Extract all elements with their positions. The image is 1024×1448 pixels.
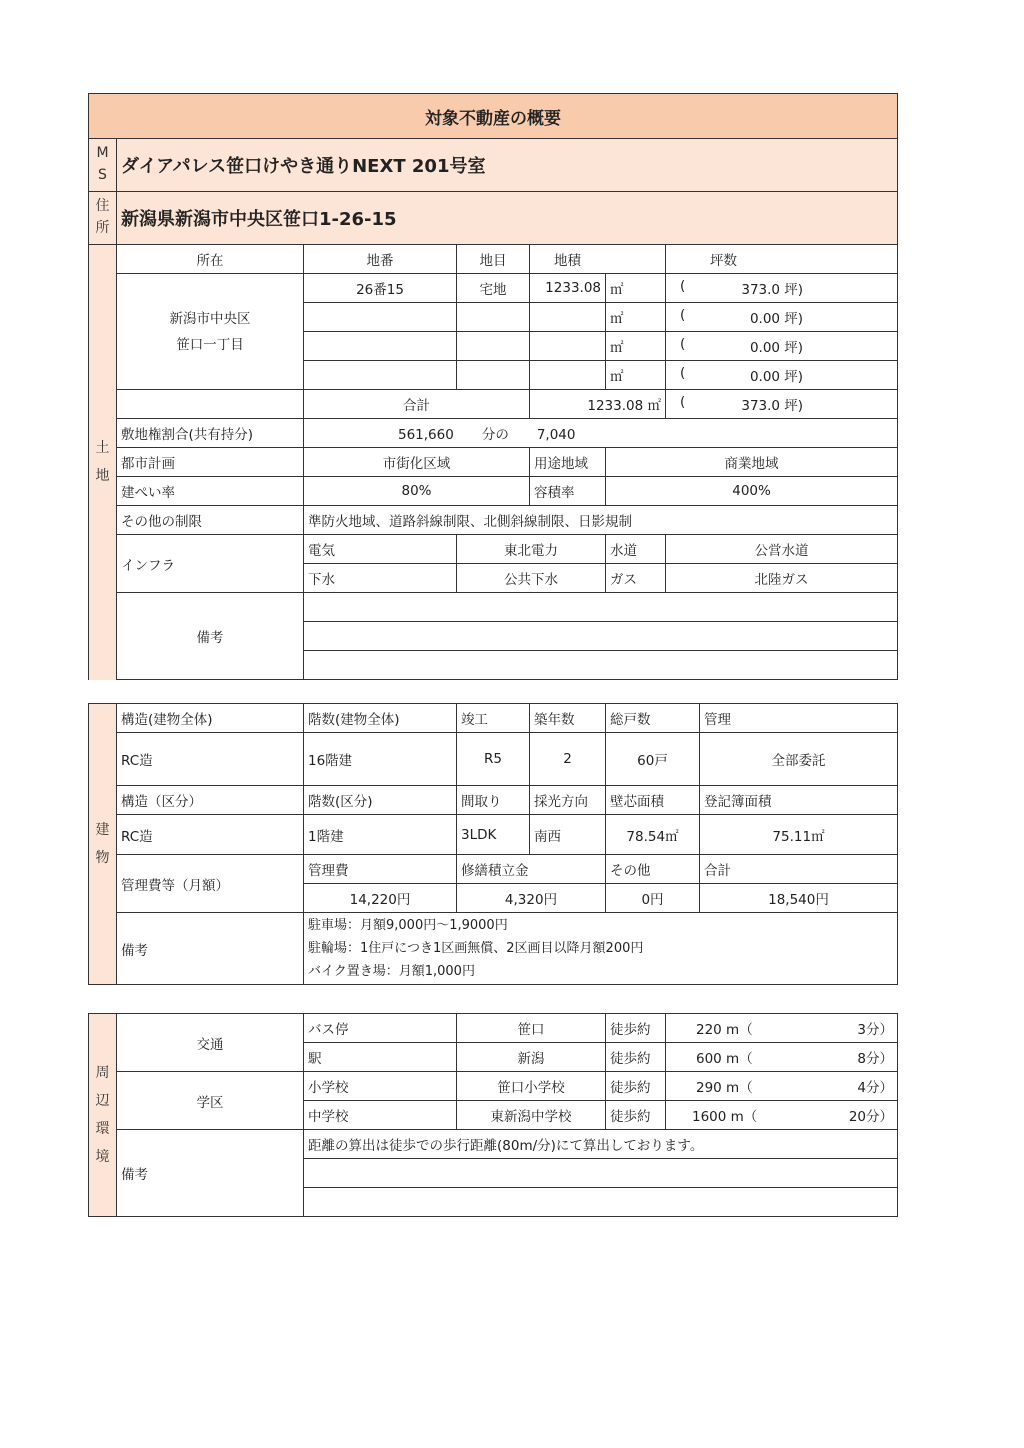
header-chimoku: 地目: [457, 245, 530, 274]
area-unit: ㎡: [606, 303, 666, 332]
gas-value: 北陸ガス: [666, 564, 898, 593]
walk-label: 徒歩約: [606, 1072, 666, 1101]
env-type: 小学校: [304, 1072, 457, 1101]
total-area: 1233.08 ㎡: [530, 390, 666, 419]
header: 管理: [700, 704, 898, 733]
tsubo: ( 0.00 坪): [666, 303, 898, 332]
land-location: 新潟市中央区 笹口一丁目: [117, 274, 304, 390]
area-unit: ㎡: [606, 332, 666, 361]
env-type: バス停: [304, 1014, 457, 1043]
header-chiban: 地番: [304, 245, 457, 274]
walk-label: 徒歩約: [606, 1043, 666, 1072]
tsubo: ( 373.0 坪): [666, 274, 898, 303]
building-notes: 駐車場：月額9,000円～1,9000円 駐輪場：1住戸につき1区画無償、2区画目以降月額200円 バイク置き場：月額1,000円: [304, 913, 898, 985]
share-value: 561,660 分の 7,040: [304, 419, 898, 448]
chimoku: 宅地: [457, 274, 530, 303]
env-distance: 1600 m（ 20分）: [666, 1101, 898, 1130]
value: R5: [457, 733, 530, 786]
share-label: 敷地権割合(共有持分): [117, 419, 304, 448]
tsubo: ( 0.00 坪): [666, 332, 898, 361]
env-name: 笹口: [457, 1014, 606, 1043]
electricity-value: 東北電力: [457, 535, 606, 564]
ms-label: MS: [96, 144, 109, 183]
header: 採光方向: [530, 786, 606, 815]
electricity-label: 電気: [304, 535, 457, 564]
header: 築年数: [530, 704, 606, 733]
env-notes: 距離の算出は徒歩での歩行距離(80m/分)にて算出しております。: [304, 1130, 898, 1159]
header: 竣工: [457, 704, 530, 733]
environment-label: 周辺環境: [95, 1065, 110, 1165]
other-restrictions-label: その他の制限: [117, 506, 304, 535]
value: 南西: [530, 815, 606, 855]
bcr-value: 80%: [304, 477, 530, 506]
water-value: 公営水道: [666, 535, 898, 564]
header: 登記簿面積: [700, 786, 898, 815]
building-notes-label: 備考: [117, 913, 304, 985]
header: 階数(建物全体): [304, 704, 457, 733]
walk-label: 徒歩約: [606, 1101, 666, 1130]
sewer-value: 公共下水: [457, 564, 606, 593]
value: 16階建: [304, 733, 457, 786]
area-unit: ㎡: [606, 361, 666, 390]
header: 合計: [700, 855, 898, 884]
gas-label: ガス: [606, 564, 666, 593]
transport-label: 交通: [117, 1014, 304, 1072]
header-location: 所在: [117, 245, 304, 274]
far-value: 400%: [606, 477, 898, 506]
sewer-label: 下水: [304, 564, 457, 593]
fee-value: 0円: [606, 884, 700, 913]
env-distance: 290 m（ 4分）: [666, 1072, 898, 1101]
chiban: 26番15: [304, 274, 457, 303]
header: 修繕積立金: [457, 855, 606, 884]
property-address: 新潟県新潟市中央区笹口1-26-15: [117, 192, 898, 245]
bcr-label: 建ぺい率: [117, 477, 304, 506]
zone-label: 用途地域: [530, 448, 606, 477]
env-distance: 600 m（ 8分）: [666, 1043, 898, 1072]
fee-value: 14,220円: [304, 884, 457, 913]
water-label: 水道: [606, 535, 666, 564]
value: 3LDK: [457, 815, 530, 855]
building-label: 建物: [95, 822, 110, 866]
env-type: 中学校: [304, 1101, 457, 1130]
total-tsubo: ( 373.0 坪): [666, 390, 898, 419]
far-label: 容積率: [530, 477, 606, 506]
fee-value: 4,320円: [457, 884, 606, 913]
env-name: 新潟: [457, 1043, 606, 1072]
walk-label: 徒歩約: [606, 1014, 666, 1043]
value: RC造: [117, 815, 304, 855]
zone-value: 商業地域: [606, 448, 898, 477]
header: 階数(区分): [304, 786, 457, 815]
header: 構造(建物全体): [117, 704, 304, 733]
header: 構造（区分）: [117, 786, 304, 815]
land-notes-label: 備考: [117, 593, 304, 680]
header: 壁芯面積: [606, 786, 700, 815]
infra-label: インフラ: [117, 535, 304, 593]
other-restrictions-value: 準防火地域、道路斜線制限、北側斜線制限、日影規制: [304, 506, 898, 535]
property-name: ダイアパレス笹口けやき通りNEXT 201号室: [117, 139, 898, 192]
env-name: 東新潟中学校: [457, 1101, 606, 1130]
env-name: 笹口小学校: [457, 1072, 606, 1101]
value: 1階建: [304, 815, 457, 855]
value: 全部委託: [700, 733, 898, 786]
area-unit: ㎡: [606, 274, 666, 303]
land-label: 土地: [95, 440, 110, 485]
env-notes-label: 備考: [117, 1130, 304, 1217]
building-table: [88, 703, 898, 985]
area: 1233.08: [530, 274, 606, 303]
fee-value: 18,540円: [700, 884, 898, 913]
header: 間取り: [457, 786, 530, 815]
value: RC造: [117, 733, 304, 786]
env-type: 駅: [304, 1043, 457, 1072]
value: 78.54㎡: [606, 815, 700, 855]
value: 60戸: [606, 733, 700, 786]
header: 総戸数: [606, 704, 700, 733]
header-tsubo: 坪数: [666, 245, 898, 274]
document-title: 対象不動産の概要: [89, 94, 898, 139]
header: その他: [606, 855, 700, 884]
land-table: [88, 93, 898, 680]
env-distance: 220 m（ 3分）: [666, 1014, 898, 1043]
environment-table: [88, 1013, 898, 1217]
tsubo: ( 0.00 坪): [666, 361, 898, 390]
school-label: 学区: [117, 1072, 304, 1130]
fee-label: 管理費等（月額）: [117, 855, 304, 913]
header-area: 地積: [530, 245, 666, 274]
address-label: 住所: [95, 197, 110, 236]
city-plan-value: 市街化区域: [304, 448, 530, 477]
city-plan-label: 都市計画: [117, 448, 304, 477]
header: 管理費: [304, 855, 457, 884]
value: 2: [530, 733, 606, 786]
total-label: 合計: [304, 390, 530, 419]
value: 75.11㎡: [700, 815, 898, 855]
